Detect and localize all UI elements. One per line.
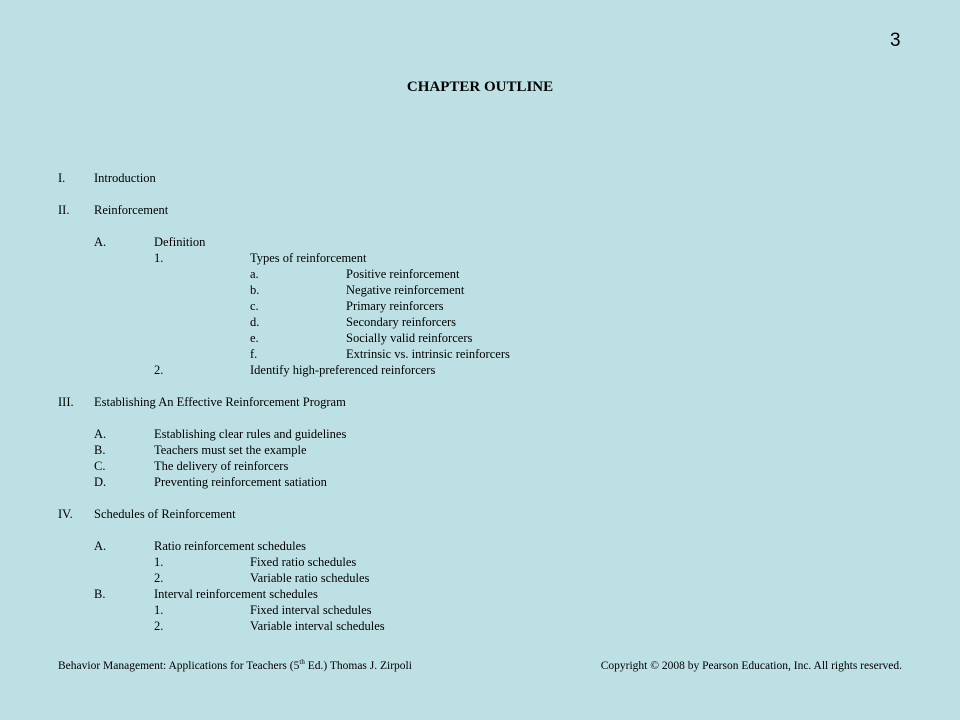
outline-item-text: Negative reinforcement <box>346 283 465 297</box>
outline-item <box>0 506 960 522</box>
outline-item-text: Schedules of Reinforcement <box>94 507 236 521</box>
outline-item-text: Socially valid reinforcers <box>346 331 473 345</box>
outline-item-number: B. <box>94 443 106 457</box>
outline-item-text: Interval reinforcement schedules <box>154 587 318 601</box>
outline-item <box>0 266 960 282</box>
outline-item-number: D. <box>94 475 107 489</box>
outline-item-text: Secondary reinforcers <box>346 315 457 329</box>
outline-item-number: A. <box>94 427 107 441</box>
outline-item <box>0 394 960 410</box>
outline-item-number: 1. <box>154 603 164 617</box>
footer-book-credit <box>58 660 412 672</box>
outline-item-text: Establishing An Effective Reinforcement Program <box>94 395 346 409</box>
outline-item-text: Positive reinforcement <box>346 267 460 281</box>
outline-item-number: II. <box>58 203 70 217</box>
outline-item-text: Ratio reinforcement schedules <box>154 539 307 553</box>
outline-item-number: A. <box>94 539 107 553</box>
outline-spacer <box>0 490 960 506</box>
outline-item-number: B. <box>94 587 106 601</box>
outline-item-text: Definition <box>154 235 206 249</box>
outline-item-number: 1. <box>154 251 164 265</box>
footer-author: Ed.) Thomas J. Zirpoli <box>304 660 412 672</box>
outline-item-text: Preventing reinforcement satiation <box>154 475 327 489</box>
outline-item <box>0 250 960 266</box>
outline-item <box>0 362 960 378</box>
outline-item <box>0 298 960 314</box>
footer-edition-sup: th <box>299 658 305 667</box>
page-number: 3 <box>890 30 901 51</box>
footer-copyright: Copyright © 2008 by Pearson Education, Inc. All rights reserved. <box>600 660 902 672</box>
outline-item <box>0 442 960 458</box>
outline-item <box>0 282 960 298</box>
outline-spacer <box>0 522 960 538</box>
outline-item <box>0 586 960 602</box>
outline-item-number: 1. <box>154 555 164 569</box>
outline-item-text: Fixed interval schedules <box>250 603 372 617</box>
outline-item <box>0 458 960 474</box>
outline-item-text: Primary reinforcers <box>346 299 444 313</box>
chapter-outline <box>0 170 960 634</box>
outline-item <box>0 234 960 250</box>
outline-item-number: IV. <box>58 507 73 521</box>
outline-item <box>0 554 960 570</box>
outline-item-number: b. <box>250 283 260 297</box>
outline-item <box>0 314 960 330</box>
outline-item-text: Identify high-preferenced reinforcers <box>250 363 436 377</box>
outline-item <box>0 202 960 218</box>
outline-item-number: c. <box>250 299 259 313</box>
outline-item-number: 2. <box>154 571 164 585</box>
outline-spacer <box>0 218 960 234</box>
outline-item-number: 2. <box>154 363 164 377</box>
footer-book-title: Behavior Management: Applications for Teachers (5 <box>58 660 300 672</box>
outline-item-number: e. <box>250 331 259 345</box>
outline-item-text: Reinforcement <box>94 203 169 217</box>
outline-spacer <box>0 378 960 394</box>
outline-item-number: d. <box>250 315 260 329</box>
outline-item-text: Types of reinforcement <box>250 251 367 265</box>
outline-item <box>0 570 960 586</box>
outline-spacer <box>0 410 960 426</box>
outline-item-text: Variable ratio schedules <box>250 571 370 585</box>
outline-item <box>0 602 960 618</box>
outline-item-number: I. <box>58 171 66 185</box>
outline-item-text: Variable interval schedules <box>250 619 385 633</box>
outline-item-text: Fixed ratio schedules <box>250 555 357 569</box>
outline-spacer <box>0 186 960 202</box>
outline-item <box>0 426 960 442</box>
outline-item <box>0 538 960 554</box>
outline-item <box>0 170 960 186</box>
outline-item-number: f. <box>250 347 258 361</box>
outline-item-text: The delivery of reinforcers <box>154 459 289 473</box>
outline-item-number: A. <box>94 235 107 249</box>
outline-item-text: Teachers must set the example <box>154 443 307 457</box>
outline-item-number: a. <box>250 267 259 281</box>
outline-item <box>0 330 960 346</box>
outline-item <box>0 618 960 634</box>
outline-item-number: C. <box>94 459 106 473</box>
outline-item-number: 2. <box>154 619 164 633</box>
outline-item-text: Establishing clear rules and guidelines <box>154 427 347 441</box>
outline-item <box>0 474 960 490</box>
outline-item-number: III. <box>58 395 74 409</box>
page-title: CHAPTER OUTLINE <box>406 79 554 95</box>
outline-item-text: Extrinsic vs. intrinsic reinforcers <box>346 347 510 361</box>
outline-item-text: Introduction <box>94 171 156 185</box>
outline-item <box>0 346 960 362</box>
